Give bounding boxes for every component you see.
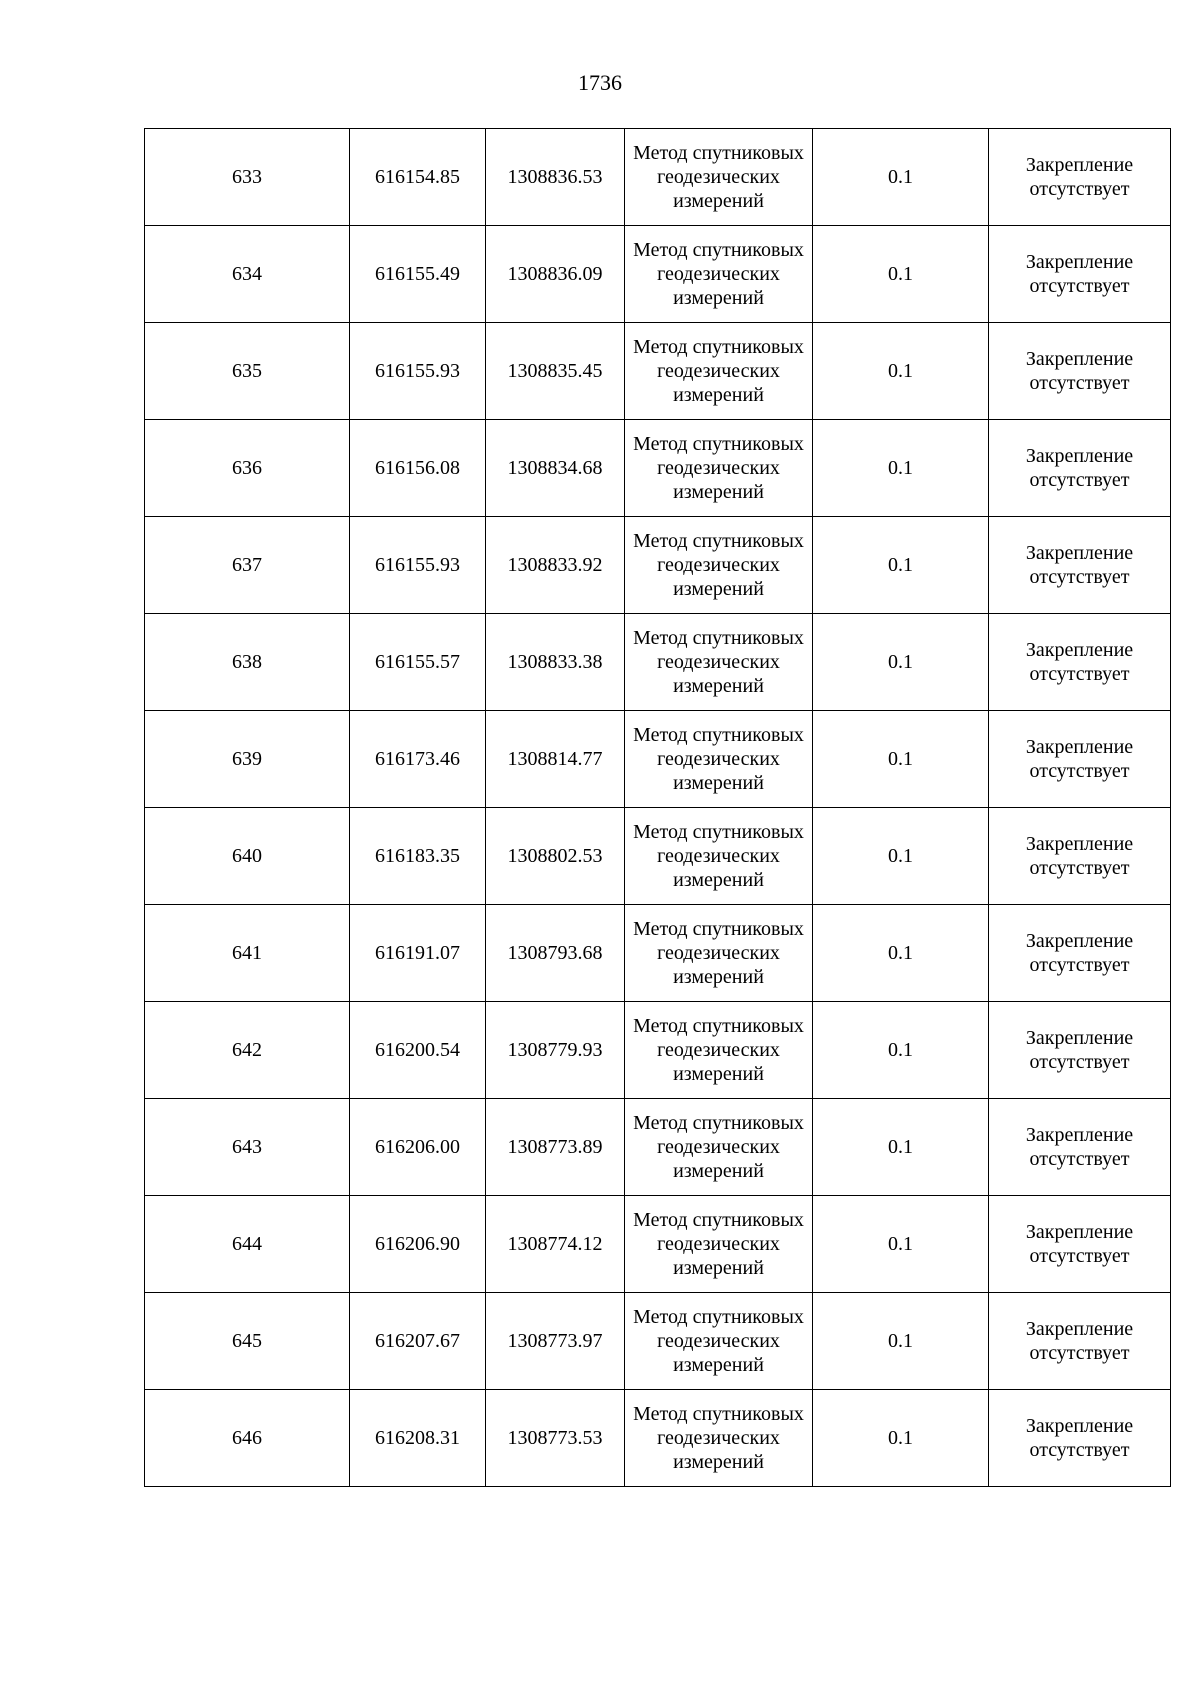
table-row — [145, 614, 1171, 711]
x-coordinate-cell: 616155.57 — [350, 614, 486, 711]
accuracy-cell: 0.1 — [813, 1002, 989, 1099]
y-coordinate-cell: 1308836.09 — [486, 226, 625, 323]
table-row — [145, 905, 1171, 1002]
fixing-cell: Закрепление отсутствует — [989, 420, 1171, 517]
table-row — [145, 1099, 1171, 1196]
accuracy-cell: 0.1 — [813, 808, 989, 905]
x-coordinate-cell: 616156.08 — [350, 420, 486, 517]
point-number-cell: 643 — [145, 1099, 350, 1196]
method-cell: Метод спутниковых геодезических измерений — [625, 614, 813, 711]
table-row — [145, 1196, 1171, 1293]
accuracy-cell: 0.1 — [813, 614, 989, 711]
point-number-cell: 637 — [145, 517, 350, 614]
y-coordinate-cell: 1308836.53 — [486, 129, 625, 226]
point-number-cell: 640 — [145, 808, 350, 905]
method-cell: Метод спутниковых геодезических измерений — [625, 1002, 813, 1099]
x-coordinate-cell: 616206.90 — [350, 1196, 486, 1293]
accuracy-cell: 0.1 — [813, 420, 989, 517]
fixing-cell: Закрепление отсутствует — [989, 1196, 1171, 1293]
x-coordinate-cell: 616155.93 — [350, 323, 486, 420]
table-row — [145, 323, 1171, 420]
method-cell: Метод спутниковых геодезических измерений — [625, 420, 813, 517]
coordinates-table — [144, 128, 1171, 1487]
y-coordinate-cell: 1308834.68 — [486, 420, 625, 517]
y-coordinate-cell: 1308773.53 — [486, 1390, 625, 1487]
method-cell: Метод спутниковых геодезических измерений — [625, 226, 813, 323]
x-coordinate-cell: 616208.31 — [350, 1390, 486, 1487]
x-coordinate-cell: 616191.07 — [350, 905, 486, 1002]
table-row — [145, 226, 1171, 323]
x-coordinate-cell: 616207.67 — [350, 1293, 486, 1390]
page-number: 1736 — [578, 70, 622, 95]
point-number-cell: 644 — [145, 1196, 350, 1293]
y-coordinate-cell: 1308835.45 — [486, 323, 625, 420]
x-coordinate-cell: 616183.35 — [350, 808, 486, 905]
point-number-cell: 646 — [145, 1390, 350, 1487]
accuracy-cell: 0.1 — [813, 1196, 989, 1293]
y-coordinate-cell: 1308779.93 — [486, 1002, 625, 1099]
fixing-cell: Закрепление отсутствует — [989, 1099, 1171, 1196]
x-coordinate-cell: 616200.54 — [350, 1002, 486, 1099]
accuracy-cell: 0.1 — [813, 711, 989, 808]
method-cell: Метод спутниковых геодезических измерений — [625, 711, 813, 808]
accuracy-cell: 0.1 — [813, 1390, 989, 1487]
fixing-cell: Закрепление отсутствует — [989, 323, 1171, 420]
y-coordinate-cell: 1308773.97 — [486, 1293, 625, 1390]
fixing-cell: Закрепление отсутствует — [989, 711, 1171, 808]
method-cell: Метод спутниковых геодезических измерений — [625, 1196, 813, 1293]
fixing-cell: Закрепление отсутствует — [989, 517, 1171, 614]
point-number-cell: 635 — [145, 323, 350, 420]
accuracy-cell: 0.1 — [813, 1099, 989, 1196]
point-number-cell: 636 — [145, 420, 350, 517]
y-coordinate-cell: 1308833.38 — [486, 614, 625, 711]
table-row — [145, 420, 1171, 517]
x-coordinate-cell: 616154.85 — [350, 129, 486, 226]
x-coordinate-cell: 616155.49 — [350, 226, 486, 323]
x-coordinate-cell: 616155.93 — [350, 517, 486, 614]
accuracy-cell: 0.1 — [813, 323, 989, 420]
fixing-cell: Закрепление отсутствует — [989, 1293, 1171, 1390]
accuracy-cell: 0.1 — [813, 1293, 989, 1390]
accuracy-cell: 0.1 — [813, 905, 989, 1002]
y-coordinate-cell: 1308773.89 — [486, 1099, 625, 1196]
point-number-cell: 638 — [145, 614, 350, 711]
point-number-cell: 634 — [145, 226, 350, 323]
method-cell: Метод спутниковых геодезических измерений — [625, 517, 813, 614]
method-cell: Метод спутниковых геодезических измерений — [625, 129, 813, 226]
x-coordinate-cell: 616173.46 — [350, 711, 486, 808]
y-coordinate-cell: 1308793.68 — [486, 905, 625, 1002]
table-row — [145, 1002, 1171, 1099]
fixing-cell: Закрепление отсутствует — [989, 614, 1171, 711]
table-row — [145, 711, 1171, 808]
point-number-cell: 639 — [145, 711, 350, 808]
accuracy-cell: 0.1 — [813, 517, 989, 614]
fixing-cell: Закрепление отсутствует — [989, 1390, 1171, 1487]
accuracy-cell: 0.1 — [813, 129, 989, 226]
fixing-cell: Закрепление отсутствует — [989, 226, 1171, 323]
method-cell: Метод спутниковых геодезических измерений — [625, 808, 813, 905]
method-cell: Метод спутниковых геодезических измерений — [625, 323, 813, 420]
fixing-cell: Закрепление отсутствует — [989, 1002, 1171, 1099]
table-row — [145, 129, 1171, 226]
y-coordinate-cell: 1308802.53 — [486, 808, 625, 905]
method-cell: Метод спутниковых геодезических измерений — [625, 1390, 813, 1487]
fixing-cell: Закрепление отсутствует — [989, 905, 1171, 1002]
point-number-cell: 633 — [145, 129, 350, 226]
method-cell: Метод спутниковых геодезических измерений — [625, 1099, 813, 1196]
point-number-cell: 641 — [145, 905, 350, 1002]
method-cell: Метод спутниковых геодезических измерений — [625, 905, 813, 1002]
y-coordinate-cell: 1308774.12 — [486, 1196, 625, 1293]
table-row — [145, 517, 1171, 614]
y-coordinate-cell: 1308833.92 — [486, 517, 625, 614]
point-number-cell: 642 — [145, 1002, 350, 1099]
y-coordinate-cell: 1308814.77 — [486, 711, 625, 808]
accuracy-cell: 0.1 — [813, 226, 989, 323]
fixing-cell: Закрепление отсутствует — [989, 808, 1171, 905]
table-row — [145, 1293, 1171, 1390]
table-row — [145, 1390, 1171, 1487]
x-coordinate-cell: 616206.00 — [350, 1099, 486, 1196]
table-body — [145, 129, 1171, 1487]
fixing-cell: Закрепление отсутствует — [989, 129, 1171, 226]
point-number-cell: 645 — [145, 1293, 350, 1390]
method-cell: Метод спутниковых геодезических измерений — [625, 1293, 813, 1390]
table-row — [145, 808, 1171, 905]
